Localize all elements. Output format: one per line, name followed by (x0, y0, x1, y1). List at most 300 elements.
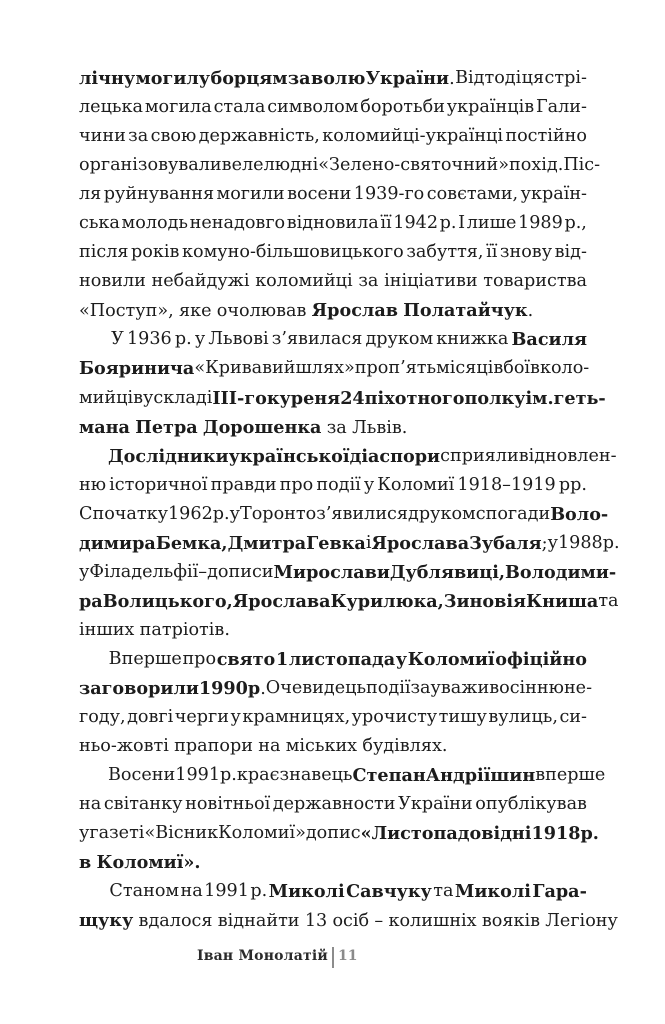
word (503, 354, 540, 383)
text-line (79, 761, 606, 790)
word (109, 877, 179, 906)
bold-text: Коломиї». (96, 852, 201, 874)
regular-text: «Вісник (144, 823, 219, 844)
bold-text: 24 (340, 387, 365, 409)
regular-text: ця (521, 68, 545, 88)
regular-text: патріотів. (139, 619, 230, 640)
word (79, 620, 134, 640)
regular-text: книжка (436, 329, 509, 350)
word (469, 529, 547, 558)
word (364, 471, 374, 500)
word (104, 180, 214, 209)
word (352, 703, 438, 732)
footer-divider (332, 947, 334, 968)
word (108, 761, 175, 790)
regular-text: могила (144, 97, 212, 118)
word (139, 911, 213, 931)
bold-text: Петра (135, 416, 198, 438)
bold-text: 1990 (198, 677, 248, 699)
regular-text: Станом (109, 881, 180, 902)
bold-text: Бемка, (155, 532, 228, 554)
regular-text: будівлях. (362, 736, 448, 757)
word (203, 418, 322, 438)
text-line (79, 529, 620, 558)
word (79, 819, 89, 848)
bold-text: Дмитра (227, 532, 307, 554)
regular-text: І (458, 213, 466, 234)
bold-text: мана (79, 416, 130, 438)
word (486, 238, 497, 267)
word (555, 238, 587, 267)
text-line (79, 325, 587, 354)
regular-text: – (374, 911, 384, 932)
regular-text: 1989 (518, 213, 563, 234)
word (179, 301, 212, 321)
regular-text: Вперше (108, 648, 182, 669)
regular-text: у (79, 823, 90, 844)
word (266, 674, 366, 703)
word (447, 93, 534, 122)
word (288, 64, 311, 93)
regular-text: крамницях, (242, 707, 351, 728)
bold-text: куреня (266, 387, 341, 409)
word (145, 93, 212, 122)
bold-text: Миколі (268, 881, 345, 903)
text-line (79, 384, 606, 413)
bold-text: Зиновія (443, 590, 527, 612)
text-line (79, 674, 593, 703)
regular-text: про (182, 648, 217, 669)
word (526, 587, 598, 616)
text-line (79, 238, 587, 267)
regular-text: новили (79, 271, 146, 292)
word (312, 301, 398, 321)
word (406, 238, 483, 267)
regular-text: р., (564, 213, 587, 234)
regular-text: очолював (216, 301, 307, 322)
word (79, 558, 89, 587)
regular-text: 1939-го (353, 184, 425, 205)
word (79, 674, 199, 703)
bold-text: офіційно (495, 648, 587, 670)
bold-text: Книша (526, 590, 599, 612)
word (396, 645, 407, 674)
regular-text: за (128, 126, 149, 147)
word (79, 122, 126, 151)
text-line (79, 790, 587, 819)
regular-text: її (380, 213, 392, 234)
word (152, 267, 250, 296)
regular-text: правди (210, 474, 277, 495)
word (97, 853, 201, 873)
bold-text: Василя (511, 329, 587, 351)
word (377, 471, 454, 500)
word (355, 354, 389, 383)
text-line (79, 209, 587, 238)
regular-text: Восени (108, 765, 176, 786)
regular-text: новітньої (185, 794, 271, 815)
paragraph-indent (79, 325, 108, 354)
word (109, 471, 207, 500)
word (488, 703, 558, 732)
bold-text: піхотного (364, 387, 465, 409)
regular-text: у (142, 387, 154, 408)
word (398, 790, 473, 819)
regular-text: довгі (127, 707, 174, 728)
regular-text: України (398, 794, 473, 815)
regular-text: молодь (121, 213, 189, 234)
regular-text: Гали- (535, 97, 587, 118)
word (108, 442, 229, 471)
regular-text: ініціативи (384, 271, 478, 292)
word (362, 736, 447, 756)
regular-text: про (354, 358, 389, 379)
word (79, 500, 168, 529)
word (248, 674, 266, 703)
word (274, 558, 390, 587)
word (190, 209, 286, 238)
regular-text: від- (554, 242, 587, 263)
word (79, 209, 120, 238)
word (408, 645, 495, 674)
regular-text: ська (79, 213, 120, 234)
bold-text: Бояринича (79, 358, 195, 380)
bold-text: листопада (288, 648, 396, 670)
word (168, 500, 213, 529)
word (512, 325, 587, 354)
bold-text: Воло- (550, 503, 609, 525)
regular-text: ненадовго (189, 213, 286, 234)
regular-text: організовували (79, 155, 222, 176)
bold-text: Полатайчук (403, 300, 528, 322)
word (322, 122, 503, 151)
word (199, 674, 248, 703)
word (79, 301, 174, 321)
regular-text: 1918–1919 (457, 474, 556, 495)
regular-text: ньо-жовті (79, 736, 169, 757)
regular-text: шлях» (295, 358, 355, 379)
regular-text: небайдужі (151, 271, 250, 292)
word (505, 558, 616, 587)
regular-text: символом (267, 97, 359, 118)
regular-text: з’явилися (316, 503, 408, 524)
word (258, 736, 280, 756)
regular-text: не- (563, 677, 593, 698)
word (289, 645, 395, 674)
regular-text: дописи (207, 561, 274, 582)
regular-text: події (366, 677, 411, 698)
word (436, 354, 503, 383)
bold-text: заговорили (79, 677, 199, 699)
regular-text: р. (250, 881, 268, 902)
word (218, 819, 306, 848)
word (598, 587, 618, 616)
text-line (79, 122, 587, 151)
word (540, 354, 589, 383)
regular-text: опублікував (475, 794, 587, 815)
word (237, 761, 353, 790)
word (331, 587, 444, 616)
regular-text: «Поступ», (79, 301, 174, 322)
word (79, 64, 135, 93)
bold-text: Ярослава (371, 532, 470, 554)
word (350, 442, 441, 471)
text-line (79, 180, 587, 209)
word (500, 238, 552, 267)
word (444, 587, 526, 616)
regular-text: 13 (304, 911, 328, 932)
regular-text: стрі- (544, 68, 587, 88)
word (269, 877, 345, 906)
regular-text: світанку (103, 794, 183, 815)
word (536, 93, 587, 122)
word (287, 209, 379, 238)
word (332, 911, 369, 931)
word (393, 209, 438, 238)
word (229, 442, 350, 471)
word (182, 238, 404, 267)
regular-text: на (258, 736, 281, 757)
word (79, 790, 101, 819)
regular-text: осінню (499, 677, 564, 698)
regular-text: совєтами, (426, 184, 519, 205)
bold-text: за (287, 68, 311, 89)
regular-text: Філадельфії (89, 561, 199, 582)
bold-text: Гара- (532, 881, 587, 903)
bold-text: Миколі (454, 881, 531, 903)
regular-text: на (180, 881, 203, 902)
text-line (79, 819, 599, 848)
regular-text: велелюдні (221, 155, 319, 176)
regular-text: Відтоді (455, 68, 522, 88)
word (433, 877, 453, 906)
word (366, 674, 410, 703)
word (185, 790, 270, 819)
regular-text: та (598, 590, 619, 611)
word (128, 122, 148, 151)
regular-text: лецька (79, 97, 143, 118)
regular-text: коломийці (255, 271, 353, 292)
word (427, 180, 518, 209)
word (79, 418, 130, 438)
regular-text: 1991 (175, 765, 221, 786)
regular-text: вдалося (138, 911, 213, 932)
text-line (79, 500, 609, 529)
regular-text: на (79, 794, 102, 815)
regular-text: зауважив (410, 677, 500, 698)
word (276, 645, 288, 674)
word (482, 911, 540, 931)
word (182, 645, 216, 674)
paragraph (79, 761, 606, 877)
regular-text: її (486, 242, 498, 263)
word (242, 703, 350, 732)
text-line (79, 442, 617, 471)
bold-text: України (365, 68, 450, 89)
regular-text: 1962 (167, 503, 213, 524)
regular-text: складі (153, 387, 213, 408)
word (360, 93, 445, 122)
bold-text: Савчуку (346, 881, 432, 903)
word (175, 761, 220, 790)
regular-text: україн- (520, 184, 587, 205)
text-line (79, 64, 587, 93)
word (267, 93, 358, 122)
word (143, 384, 153, 413)
regular-text: допис (305, 823, 361, 844)
regular-text: після (79, 242, 129, 263)
word (144, 819, 218, 848)
regular-text: 1991 (204, 881, 249, 902)
regular-text: краєзнавець (236, 765, 353, 786)
word (564, 674, 592, 703)
word (195, 325, 205, 354)
regular-text: р. (220, 765, 237, 786)
bold-text: Курилюка, (330, 590, 444, 612)
bold-text: 1 (275, 648, 289, 670)
regular-text: відновила (286, 213, 379, 234)
word (287, 180, 351, 209)
regular-text: Легіону (545, 911, 618, 932)
text-line (79, 732, 587, 761)
word (380, 209, 391, 238)
regular-text: міських (285, 736, 358, 757)
word (89, 558, 198, 587)
word (366, 64, 455, 93)
word (467, 209, 517, 238)
text-line (79, 877, 587, 906)
word (286, 736, 357, 756)
word (365, 384, 465, 413)
word (272, 325, 363, 354)
text-line (79, 296, 587, 325)
regular-text: події (316, 474, 361, 495)
regular-text: років (131, 242, 180, 263)
word (440, 442, 519, 471)
regular-text: р. (602, 532, 620, 553)
word (210, 64, 287, 93)
regular-text: р. (174, 329, 192, 350)
paragraph-indent (79, 877, 108, 906)
regular-text: прапори (174, 736, 253, 757)
regular-text: 1942 (393, 213, 439, 234)
regular-text: черги (174, 707, 230, 728)
bold-text: Волицького, (102, 590, 233, 612)
word (316, 500, 408, 529)
bold-text: волю (310, 68, 366, 89)
bold-text: могилу (135, 68, 211, 89)
regular-text: українців (446, 97, 535, 118)
word (79, 911, 133, 931)
word (198, 558, 207, 587)
regular-text: Піс- (563, 155, 601, 176)
word (559, 471, 587, 500)
word (532, 877, 587, 906)
word (483, 267, 587, 296)
word (545, 911, 618, 931)
bold-text: щуку (79, 910, 134, 932)
regular-text: Очевидець (265, 677, 367, 698)
regular-text: у (194, 329, 206, 350)
regular-text: з’явилася (271, 329, 363, 350)
regular-text: знову (499, 242, 553, 263)
word (311, 64, 365, 93)
word (217, 301, 307, 321)
bold-text: у (395, 648, 408, 670)
word (495, 645, 587, 674)
word (273, 790, 396, 819)
word (217, 180, 285, 209)
word (217, 645, 276, 674)
regular-text: та (433, 881, 454, 902)
bold-text: полку (464, 387, 526, 409)
regular-text: р. (212, 503, 230, 524)
word (136, 64, 211, 93)
regular-text: У (111, 329, 124, 350)
word (207, 558, 273, 587)
word (175, 325, 192, 354)
word (131, 238, 179, 267)
word (212, 384, 267, 413)
bold-text: в (79, 852, 92, 874)
word (388, 911, 476, 931)
word (531, 819, 580, 848)
regular-text: осіб (332, 911, 370, 932)
regular-text: за (326, 417, 347, 438)
word (408, 500, 476, 529)
regular-text: вперше (535, 765, 606, 786)
paragraph-indent (79, 645, 108, 674)
regular-text: Торонто (239, 503, 317, 524)
bold-text: 1918 (531, 823, 581, 845)
word (535, 761, 605, 790)
regular-text: Коломиї (377, 474, 455, 495)
word (127, 325, 172, 354)
word (135, 418, 197, 438)
word (365, 325, 433, 354)
regular-text: колишніх (388, 911, 477, 932)
bold-text: діаспори (349, 445, 441, 467)
word (79, 529, 156, 558)
word (499, 674, 564, 703)
bold-text: Зубаля (469, 532, 542, 554)
word (346, 877, 432, 906)
paragraph (79, 325, 606, 441)
word (403, 301, 533, 321)
word (194, 354, 295, 383)
regular-text: похід. (509, 155, 564, 176)
regular-text: сприяли (440, 445, 519, 466)
word (218, 911, 300, 931)
text-line (79, 471, 587, 500)
word (505, 122, 587, 151)
regular-text: вояків (481, 911, 540, 932)
regular-text: друком (408, 503, 476, 524)
regular-text: коло- (539, 358, 590, 379)
bold-text: Ярослав (311, 300, 398, 322)
regular-text: ню (79, 474, 107, 495)
regular-text: свою (150, 126, 197, 147)
word (306, 529, 366, 558)
bold-text: р (247, 677, 261, 699)
word (580, 819, 598, 848)
bold-text: ра (79, 590, 103, 612)
regular-text: . (449, 69, 455, 89)
word (550, 500, 608, 529)
word (79, 354, 194, 383)
word (306, 819, 361, 848)
bold-text: Андріїшин (425, 765, 536, 787)
